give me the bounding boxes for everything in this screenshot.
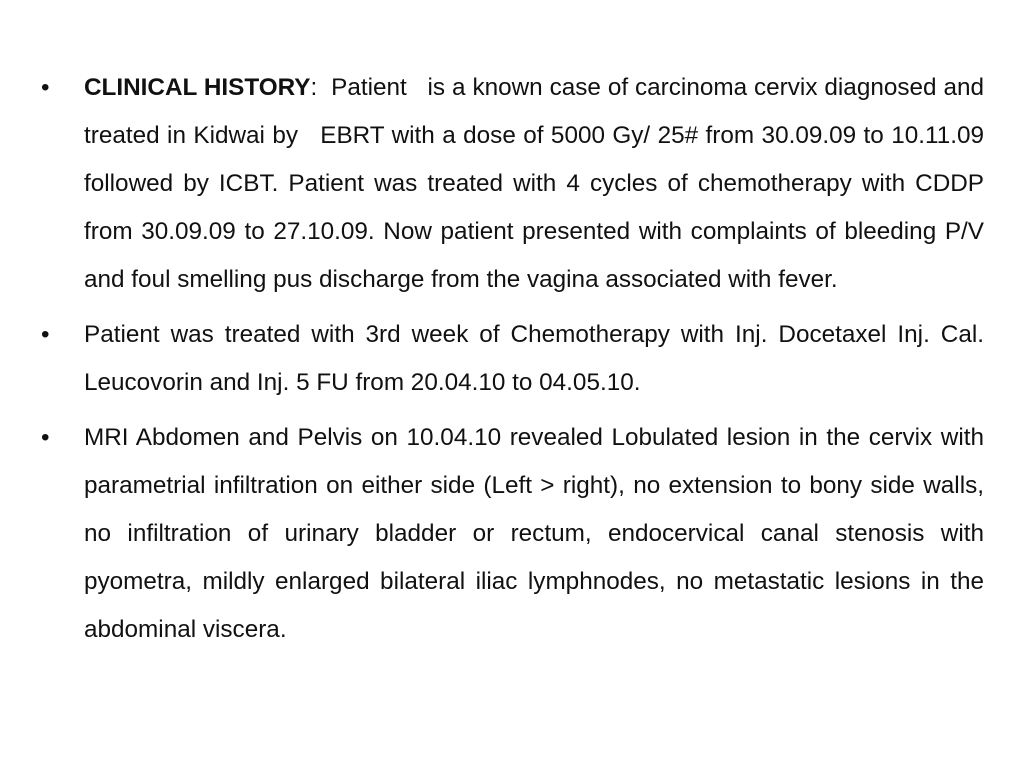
bullet-dot: • [41, 424, 50, 451]
chemotherapy-text: Patient was treated with 3rd week of Chemotherapy with Inj. Docetaxel Inj. Cal. Leucovorin and Inj. 5 FU from 20.04.10 to 04.05.10. [84, 321, 984, 396]
clinical-history-body: Patient is a known case of carcinoma cervix diagnosed and treated in Kidwai by EBRT with a dose of 5000 Gy/ 25# from 30.09.09 to 10.11.09 followed by ICBT. Patient was treated with 4 cycles of chemotherapy with CDDP from 30.09.09 to 27.10.09. Now patient presented with complaints of bleeding P/V and foul smelling pus discharge from the vagina associated with fever. [84, 74, 991, 293]
mri-text: MRI Abdomen and Pelvis on 10.04.10 revealed Lobulated lesion in the cervix with parametrial infiltration on either side (Left > right), no extension to bony side walls, no infiltration of urinary bladder or rectum, endocervical canal stenosis with pyometra, mildly enlarged bilateral iliac lymphnodes, no metastatic lesions in the abdominal viscera. [84, 424, 984, 643]
clinical-history-label: CLINICAL HISTORY [84, 74, 311, 101]
bullet-dot: • [41, 74, 50, 101]
bullet-clinical-history [40, 64, 991, 304]
clinical-history-text [84, 64, 991, 304]
bullet-list [40, 64, 991, 661]
bullet-dot: • [41, 321, 50, 348]
bullet-chemotherapy [40, 311, 984, 407]
clinical-history-separator: : [310, 74, 332, 101]
bullet-mri [40, 414, 984, 654]
